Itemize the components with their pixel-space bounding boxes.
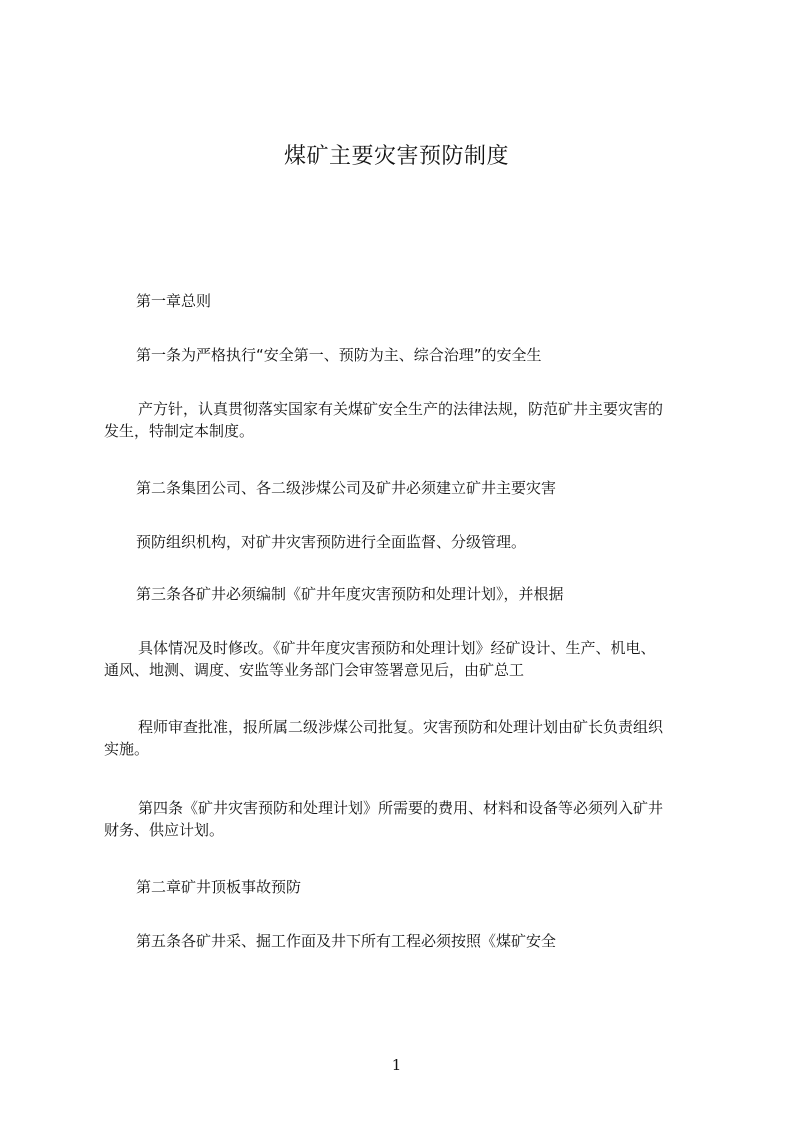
text-line: 产方针，认真贯彻落实国家有关煤矿安全生产的法律法规，防范矿井主要灾害的 [138,400,664,418]
article-paragraph [104,583,704,605]
document-title: 煤矿主要灾害预防制度 [283,144,509,169]
text-line: 第二条集团公司、各二级涉煤公司及矿井必须建立矿井主要灾害 [136,479,557,497]
text-line: 程师审查批准，报所属二级涉煤公司批复。灾害预防和处理计划由矿长负责组织 [138,718,664,736]
article-paragraph [104,930,704,952]
article-paragraph [104,716,704,760]
text-line: 第三条各矿井必须编制《矿井年度灾害预防和处理计划》，并根据 [136,585,564,603]
article-paragraph [104,398,704,442]
article-paragraph [104,344,704,366]
text-line: 具体情况及时修改。《矿井年度灾害预防和处理计划》经矿设计、生产、机电、 [138,639,656,657]
chapter-heading [104,290,704,312]
text-line: 第五条各矿井采、掘工作面及井下所有工程必须按照《煤矿安全 [136,932,557,950]
text-line: 第二章矿井顶板事故预防 [136,878,302,896]
text-line: 预防组织机构，对矿井灾害预防进行全面监督、分级管理。 [136,533,527,551]
article-paragraph [104,637,704,681]
chapter-heading [104,876,704,898]
article-paragraph [104,531,704,553]
text-line: 第一条为严格执行“安全第一、预防为主、综合治理”的安全生 [136,346,542,364]
text-line: 发生，特制定本制度。 [104,422,255,440]
text-line: 财务、供应计划。 [104,821,225,839]
text-line: 实施。 [104,740,150,758]
article-paragraph [104,797,704,841]
text-line: 第四条《矿井灾害预防和处理计划》所需要的费用、材料和设备等必须列入矿井 [138,799,664,817]
article-paragraph [104,477,704,499]
text-line: 通风、地测、调度、安监等业务部门会审签署意见后，由矿总工 [104,661,525,679]
text-line: 第一章总则 [136,292,212,310]
page-number: 1 [391,1056,402,1074]
